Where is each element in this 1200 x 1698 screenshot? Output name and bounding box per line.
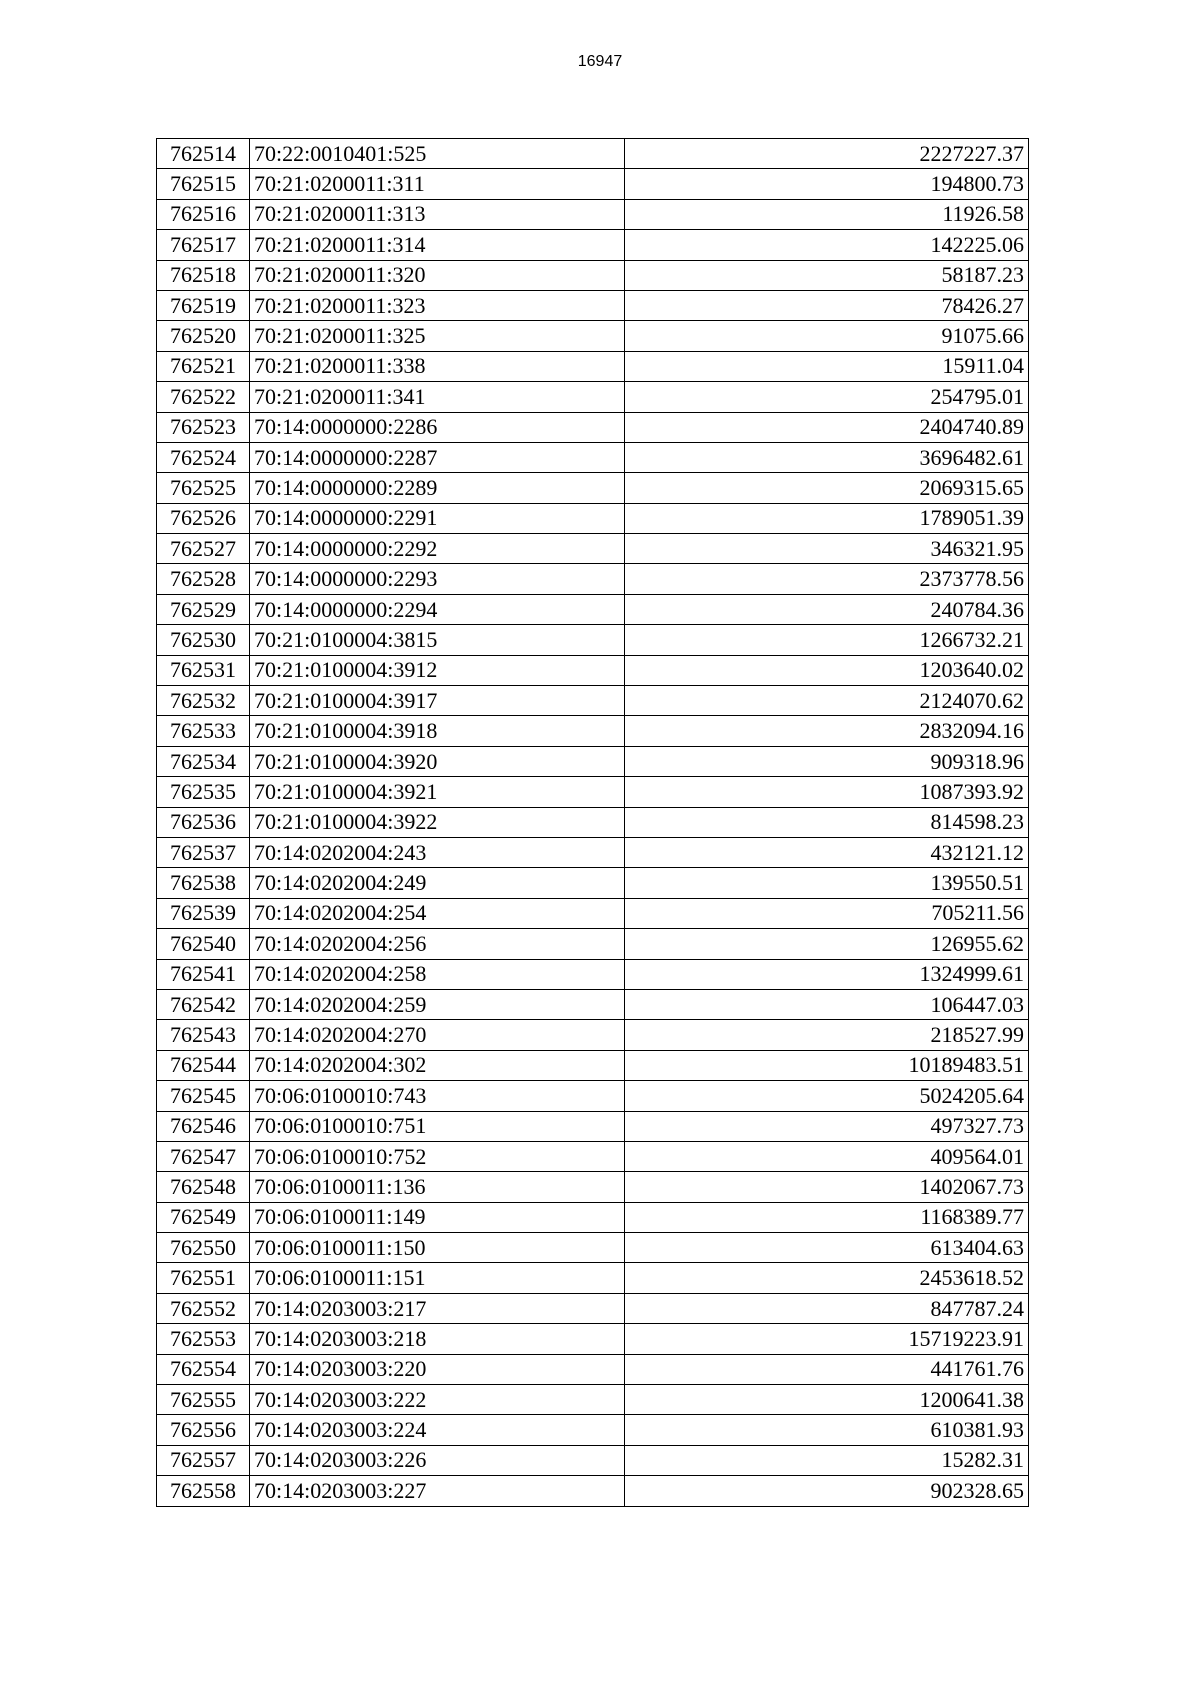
row-number-cell: 762531 [157, 655, 250, 685]
row-number-cell: 762526 [157, 503, 250, 533]
table-row [157, 290, 1029, 320]
table-row [157, 1111, 1029, 1141]
value-cell: 126955.62 [625, 929, 1029, 959]
row-number-cell: 762540 [157, 929, 250, 959]
row-number-cell: 762522 [157, 382, 250, 412]
row-number-cell: 762529 [157, 594, 250, 624]
page-number: 16947 [577, 53, 623, 70]
value-cell: 909318.96 [625, 746, 1029, 776]
cadastral-number-cell: 70:14:0202004:256 [250, 929, 625, 959]
cadastral-number-cell: 70:21:0200011:314 [250, 230, 625, 260]
value-cell: 240784.36 [625, 594, 1029, 624]
table-row [157, 199, 1029, 229]
row-number-cell: 762557 [157, 1445, 250, 1475]
value-cell: 2832094.16 [625, 716, 1029, 746]
value-cell: 705211.56 [625, 898, 1029, 928]
table-row [157, 777, 1029, 807]
table-row [157, 1354, 1029, 1384]
table-row [157, 929, 1029, 959]
row-number-cell: 762528 [157, 564, 250, 594]
table-row [157, 473, 1029, 503]
cadastral-number-cell: 70:06:0100010:751 [250, 1111, 625, 1141]
row-number-cell: 762532 [157, 686, 250, 716]
row-number-cell: 762552 [157, 1293, 250, 1323]
cadastral-number-cell: 70:14:0202004:249 [250, 868, 625, 898]
cadastral-number-cell: 70:21:0200011:325 [250, 321, 625, 351]
table-row [157, 1050, 1029, 1080]
table-row [157, 1324, 1029, 1354]
row-number-cell: 762516 [157, 199, 250, 229]
table-row [157, 412, 1029, 442]
cadastral-number-cell: 70:06:0100010:743 [250, 1081, 625, 1111]
cadastral-number-cell: 70:14:0000000:2293 [250, 564, 625, 594]
cadastral-number-cell: 70:14:0203003:217 [250, 1293, 625, 1323]
table-row [157, 1202, 1029, 1232]
row-number-cell: 762545 [157, 1081, 250, 1111]
value-cell: 1200641.38 [625, 1385, 1029, 1415]
value-cell: 106447.03 [625, 989, 1029, 1019]
value-cell: 139550.51 [625, 868, 1029, 898]
cadastral-number-cell: 70:21:0100004:3918 [250, 716, 625, 746]
value-cell: 613404.63 [625, 1233, 1029, 1263]
table-row [157, 1476, 1029, 1506]
value-cell: 409564.01 [625, 1141, 1029, 1171]
table-row [157, 534, 1029, 564]
table-row [157, 959, 1029, 989]
cadastral-number-cell: 70:21:0100004:3815 [250, 625, 625, 655]
table-row [157, 898, 1029, 928]
value-cell: 15911.04 [625, 351, 1029, 381]
table-row [157, 746, 1029, 776]
row-number-cell: 762546 [157, 1111, 250, 1141]
cadastral-number-cell: 70:06:0100011:149 [250, 1202, 625, 1232]
row-number-cell: 762520 [157, 321, 250, 351]
table-row [157, 139, 1029, 169]
cadastral-number-cell: 70:21:0100004:3922 [250, 807, 625, 837]
value-cell: 10189483.51 [625, 1050, 1029, 1080]
value-cell: 432121.12 [625, 837, 1029, 867]
cadastral-number-cell: 70:14:0202004:243 [250, 837, 625, 867]
value-cell: 142225.06 [625, 230, 1029, 260]
cadastral-number-cell: 70:14:0202004:302 [250, 1050, 625, 1080]
cadastral-number-cell: 70:06:0100010:752 [250, 1141, 625, 1171]
value-cell: 902328.65 [625, 1476, 1029, 1506]
value-cell: 3696482.61 [625, 442, 1029, 472]
value-cell: 15282.31 [625, 1445, 1029, 1475]
value-cell: 1402067.73 [625, 1172, 1029, 1202]
value-cell: 194800.73 [625, 169, 1029, 199]
row-number-cell: 762530 [157, 625, 250, 655]
row-number-cell: 762547 [157, 1141, 250, 1171]
value-cell: 814598.23 [625, 807, 1029, 837]
value-cell: 78426.27 [625, 290, 1029, 320]
row-number-cell: 762524 [157, 442, 250, 472]
cadastral-value-table [156, 138, 1029, 1507]
cadastral-number-cell: 70:14:0203003:227 [250, 1476, 625, 1506]
cadastral-number-cell: 70:21:0200011:338 [250, 351, 625, 381]
table-row [157, 1141, 1029, 1171]
row-number-cell: 762514 [157, 139, 250, 169]
table-row [157, 382, 1029, 412]
cadastral-number-cell: 70:21:0200011:320 [250, 260, 625, 290]
table-row [157, 503, 1029, 533]
table-row [157, 230, 1029, 260]
table-row [157, 716, 1029, 746]
cadastral-number-cell: 70:14:0000000:2287 [250, 442, 625, 472]
row-number-cell: 762543 [157, 1020, 250, 1050]
table-row [157, 1233, 1029, 1263]
value-cell: 2373778.56 [625, 564, 1029, 594]
cadastral-number-cell: 70:14:0203003:218 [250, 1324, 625, 1354]
cadastral-number-cell: 70:14:0000000:2286 [250, 412, 625, 442]
cadastral-number-cell: 70:14:0203003:222 [250, 1385, 625, 1415]
row-number-cell: 762525 [157, 473, 250, 503]
table-row [157, 655, 1029, 685]
table-row [157, 1415, 1029, 1445]
value-cell: 441761.76 [625, 1354, 1029, 1384]
row-number-cell: 762515 [157, 169, 250, 199]
value-cell: 1266732.21 [625, 625, 1029, 655]
cadastral-number-cell: 70:14:0203003:224 [250, 1415, 625, 1445]
table-row [157, 837, 1029, 867]
cadastral-number-cell: 70:06:0100011:136 [250, 1172, 625, 1202]
cadastral-number-cell: 70:14:0000000:2294 [250, 594, 625, 624]
table-row [157, 1081, 1029, 1111]
table-row [157, 807, 1029, 837]
table-row [157, 1445, 1029, 1475]
value-cell: 15719223.91 [625, 1324, 1029, 1354]
table-body [157, 139, 1029, 1507]
row-number-cell: 762549 [157, 1202, 250, 1232]
table-row [157, 1293, 1029, 1323]
row-number-cell: 762541 [157, 959, 250, 989]
value-cell: 5024205.64 [625, 1081, 1029, 1111]
row-number-cell: 762538 [157, 868, 250, 898]
row-number-cell: 762533 [157, 716, 250, 746]
value-cell: 1203640.02 [625, 655, 1029, 685]
table-row [157, 260, 1029, 290]
table-row [157, 686, 1029, 716]
value-cell: 2453618.52 [625, 1263, 1029, 1293]
row-number-cell: 762553 [157, 1324, 250, 1354]
cadastral-number-cell: 70:14:0202004:259 [250, 989, 625, 1019]
value-cell: 847787.24 [625, 1293, 1029, 1323]
row-number-cell: 762544 [157, 1050, 250, 1080]
cadastral-number-cell: 70:21:0100004:3921 [250, 777, 625, 807]
row-number-cell: 762539 [157, 898, 250, 928]
cadastral-number-cell: 70:21:0100004:3917 [250, 686, 625, 716]
row-number-cell: 762527 [157, 534, 250, 564]
table-row [157, 351, 1029, 381]
table-row [157, 625, 1029, 655]
table-row [157, 1172, 1029, 1202]
value-cell: 218527.99 [625, 1020, 1029, 1050]
cadastral-number-cell: 70:14:0203003:226 [250, 1445, 625, 1475]
cadastral-number-cell: 70:22:0010401:525 [250, 139, 625, 169]
table-row [157, 1020, 1029, 1050]
table-row [157, 564, 1029, 594]
cadastral-number-cell: 70:21:0200011:311 [250, 169, 625, 199]
table-row [157, 1385, 1029, 1415]
value-cell: 2227227.37 [625, 139, 1029, 169]
cadastral-number-cell: 70:21:0200011:341 [250, 382, 625, 412]
row-number-cell: 762517 [157, 230, 250, 260]
table-row [157, 1263, 1029, 1293]
row-number-cell: 762519 [157, 290, 250, 320]
row-number-cell: 762534 [157, 746, 250, 776]
row-number-cell: 762535 [157, 777, 250, 807]
table-row [157, 989, 1029, 1019]
table-row [157, 594, 1029, 624]
row-number-cell: 762542 [157, 989, 250, 1019]
cadastral-number-cell: 70:14:0000000:2291 [250, 503, 625, 533]
value-cell: 1789051.39 [625, 503, 1029, 533]
cadastral-number-cell: 70:14:0202004:254 [250, 898, 625, 928]
cadastral-number-cell: 70:21:0200011:313 [250, 199, 625, 229]
row-number-cell: 762521 [157, 351, 250, 381]
row-number-cell: 762518 [157, 260, 250, 290]
cadastral-number-cell: 70:21:0100004:3920 [250, 746, 625, 776]
row-number-cell: 762536 [157, 807, 250, 837]
row-number-cell: 762554 [157, 1354, 250, 1384]
cadastral-number-cell: 70:06:0100011:151 [250, 1263, 625, 1293]
cadastral-number-cell: 70:14:0202004:258 [250, 959, 625, 989]
value-cell: 1324999.61 [625, 959, 1029, 989]
row-number-cell: 762548 [157, 1172, 250, 1202]
value-cell: 254795.01 [625, 382, 1029, 412]
cadastral-number-cell: 70:14:0203003:220 [250, 1354, 625, 1384]
row-number-cell: 762551 [157, 1263, 250, 1293]
row-number-cell: 762555 [157, 1385, 250, 1415]
cadastral-number-cell: 70:14:0000000:2289 [250, 473, 625, 503]
value-cell: 2404740.89 [625, 412, 1029, 442]
row-number-cell: 762550 [157, 1233, 250, 1263]
row-number-cell: 762523 [157, 412, 250, 442]
table-row [157, 169, 1029, 199]
cadastral-number-cell: 70:14:0000000:2292 [250, 534, 625, 564]
table-row [157, 321, 1029, 351]
value-cell: 346321.95 [625, 534, 1029, 564]
value-cell: 91075.66 [625, 321, 1029, 351]
cadastral-number-cell: 70:06:0100011:150 [250, 1233, 625, 1263]
value-cell: 58187.23 [625, 260, 1029, 290]
value-cell: 497327.73 [625, 1111, 1029, 1141]
table-row [157, 442, 1029, 472]
cadastral-number-cell: 70:21:0200011:323 [250, 290, 625, 320]
row-number-cell: 762558 [157, 1476, 250, 1506]
cadastral-number-cell: 70:21:0100004:3912 [250, 655, 625, 685]
value-cell: 1168389.77 [625, 1202, 1029, 1232]
value-cell: 2069315.65 [625, 473, 1029, 503]
cadastral-number-cell: 70:14:0202004:270 [250, 1020, 625, 1050]
value-cell: 1087393.92 [625, 777, 1029, 807]
value-cell: 2124070.62 [625, 686, 1029, 716]
table-row [157, 868, 1029, 898]
row-number-cell: 762556 [157, 1415, 250, 1445]
row-number-cell: 762537 [157, 837, 250, 867]
value-cell: 11926.58 [625, 199, 1029, 229]
value-cell: 610381.93 [625, 1415, 1029, 1445]
